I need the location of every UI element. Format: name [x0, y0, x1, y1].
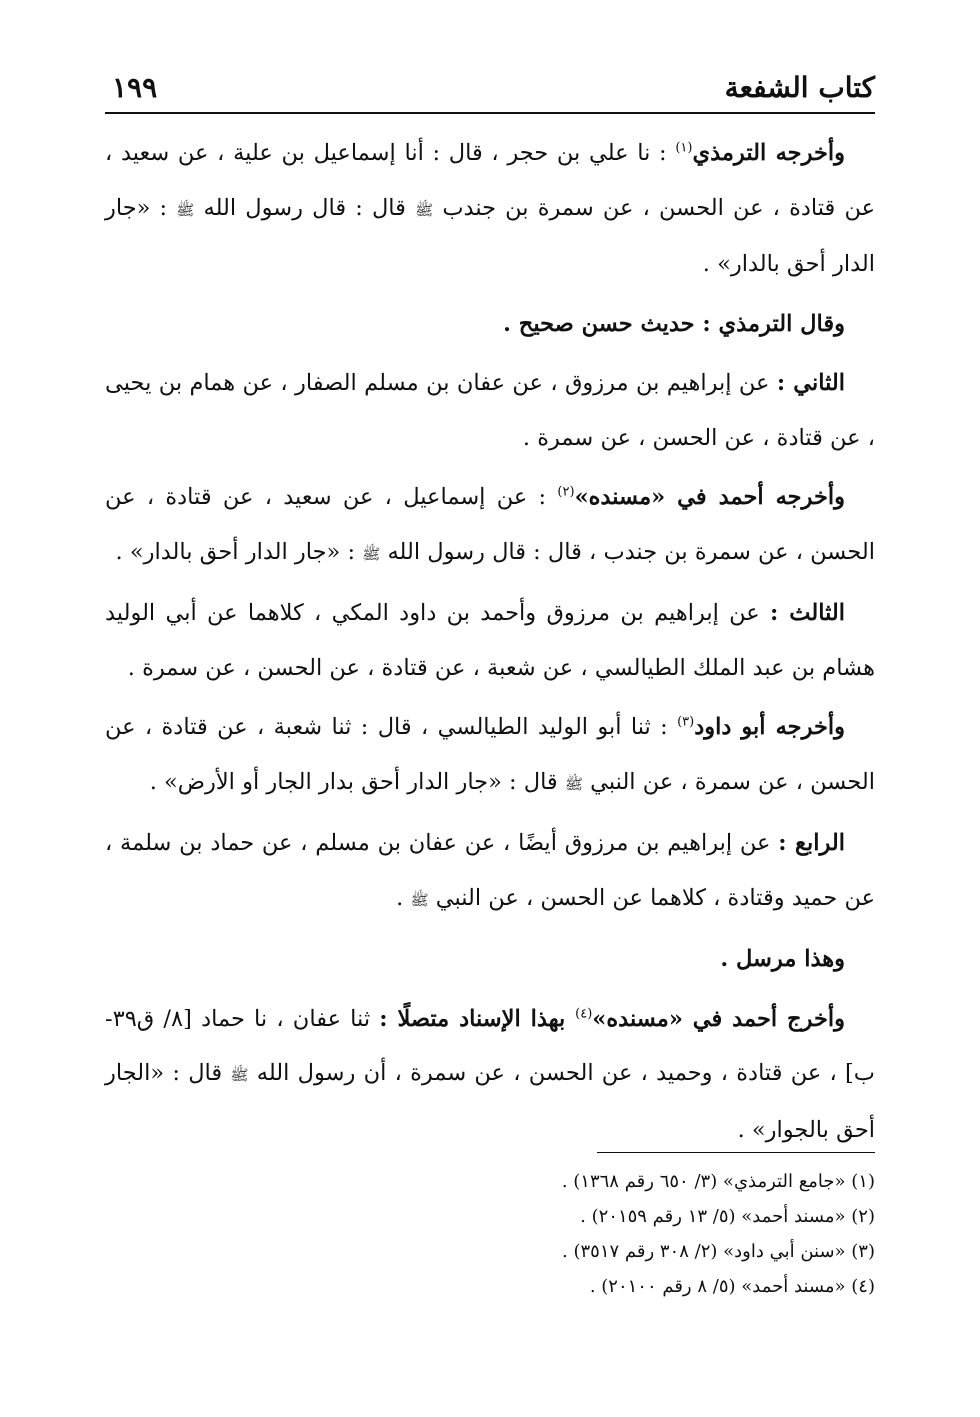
paragraph-text: عن إبراهيم بن مرزوق ، عن عفان بن مسلم الصفار ، عن همام بن يحيى ، عن قتادة ، عن الحسن ، عن سمرة .	[105, 370, 875, 451]
footnote-item: (٢) «مسند أحمد» (٥/ ١٣ رقم ٢٠١٥٩) .	[580, 1206, 875, 1227]
paragraph-text: قال : «الجار أحق بالجوار» .	[105, 1060, 875, 1143]
honorific-glyph: ﷺ	[410, 890, 429, 909]
running-title: كتاب الشفعة	[724, 71, 875, 104]
paragraph-tirmidhi	[105, 126, 875, 292]
paragraph-lead: وأخرجه أحمد في «مسنده»	[574, 484, 845, 510]
paragraph-text: قال : قال رسول الله	[194, 194, 416, 221]
paragraph-ahmad	[105, 470, 875, 581]
honorific-glyph: ﷺ	[176, 200, 195, 219]
paragraph-text: : «جار الدار أحق بالدار» .	[105, 194, 875, 277]
paragraph-text: عن إبراهيم بن مرزوق أيضًا ، عن عفان بن مسلم ، عن حماد بن سلمة ، عن حميد وقتادة ، كلاهما عن الحسن ، عن النبي	[105, 830, 875, 911]
paragraph-text: ثنا عفان ، نا حماد [٨/ ق٣٩-ب] ، عن قتادة ، وحميد ، عن الحسن ، عن سمرة ، أن رسول الله	[105, 1005, 875, 1086]
paragraph-text: : عن إسماعيل ، عن سعيد ، عن قتادة ، عن الحسن ، عن سمرة بن جندب ، قال : قال رسول الله	[105, 484, 875, 565]
footnote-rule	[597, 1152, 875, 1153]
paragraph-lead: الثالث :	[770, 600, 845, 626]
footnotes	[105, 1164, 875, 1304]
paragraph-lead: الرابع :	[778, 830, 845, 856]
paragraph-lead: وقال الترمذي : حديث حسن صحيح .	[503, 310, 845, 337]
paragraph-text: : «جار الدار أحق بالدار» .	[115, 538, 363, 565]
paragraph-mursal	[105, 932, 875, 987]
header-rule	[105, 112, 875, 114]
honorific-glyph: ﷺ	[362, 544, 381, 563]
paragraph-text: عن إبراهيم بن مرزوق وأحمد بن داود المكي ، كلاهما عن أبي الوليد هشام بن عبد الملك الطيالسي ، عن شعبة ، عن قتادة ، عن الحسن ، عن سمرة .	[105, 600, 875, 681]
paragraph-text: : ثنا أبو الوليد الطيالسي ، قال : ثنا شعبة ، عن قتادة ، عن الحسن ، عن سمرة ، عن النبي	[105, 714, 875, 795]
paragraph-abu-dawud	[105, 700, 875, 811]
paragraph-lead: وأخرجه الترمذي	[692, 140, 846, 166]
paragraph-ahmad-connected	[105, 992, 875, 1158]
footnote-ref: (٤)	[575, 1006, 593, 1021]
paragraph-fourth	[105, 816, 875, 927]
page-header	[112, 62, 875, 104]
paragraph-third	[105, 586, 875, 695]
paragraph-lead: الثاني :	[776, 370, 845, 396]
honorific-glyph: ﷺ	[415, 200, 434, 219]
paragraph-lead: بهذا الإسناد متصلًا :	[379, 1005, 576, 1032]
footnote-item: (٣) «سنن أبي داود» (٢/ ٣٠٨ رقم ٣٥١٧) .	[562, 1241, 875, 1262]
paragraph-text: قال : «جار الدار أحق بدار الجار أو الأرض» .	[149, 768, 565, 795]
honorific-glyph: ﷺ	[564, 774, 583, 793]
paragraph-lead: وأخرجه أبو داود	[694, 714, 846, 740]
paragraph-text: .	[396, 884, 411, 911]
honorific-glyph: ﷺ	[230, 1066, 249, 1084]
paragraph-lead: وهذا مرسل .	[720, 946, 845, 972]
footnote-ref: (٣)	[677, 714, 695, 730]
paragraph-text: : نا علي بن حجر ، قال : أنا إسماعيل بن علية ، عن سعيد ، عن قتادة ، عن الحسن ، عن سمرة بن جندب	[105, 140, 875, 221]
main-text	[105, 126, 875, 1162]
paragraph-second	[105, 356, 875, 465]
footnote-item: (٤) «مسند أحمد» (٥/ ٨ رقم ٢٠١٠٠) .	[589, 1276, 875, 1297]
footnote-ref: (٢)	[557, 484, 575, 500]
footnote-ref: (١)	[675, 140, 693, 156]
paragraph-grading	[105, 297, 875, 352]
page-number: ١٩٩	[112, 71, 158, 104]
footnote-item: (١) «جامع الترمذي» (٣/ ٦٥٠ رقم ١٣٦٨) .	[561, 1171, 875, 1192]
paragraph-lead: وأخرج أحمد في «مسنده»	[592, 1005, 845, 1032]
